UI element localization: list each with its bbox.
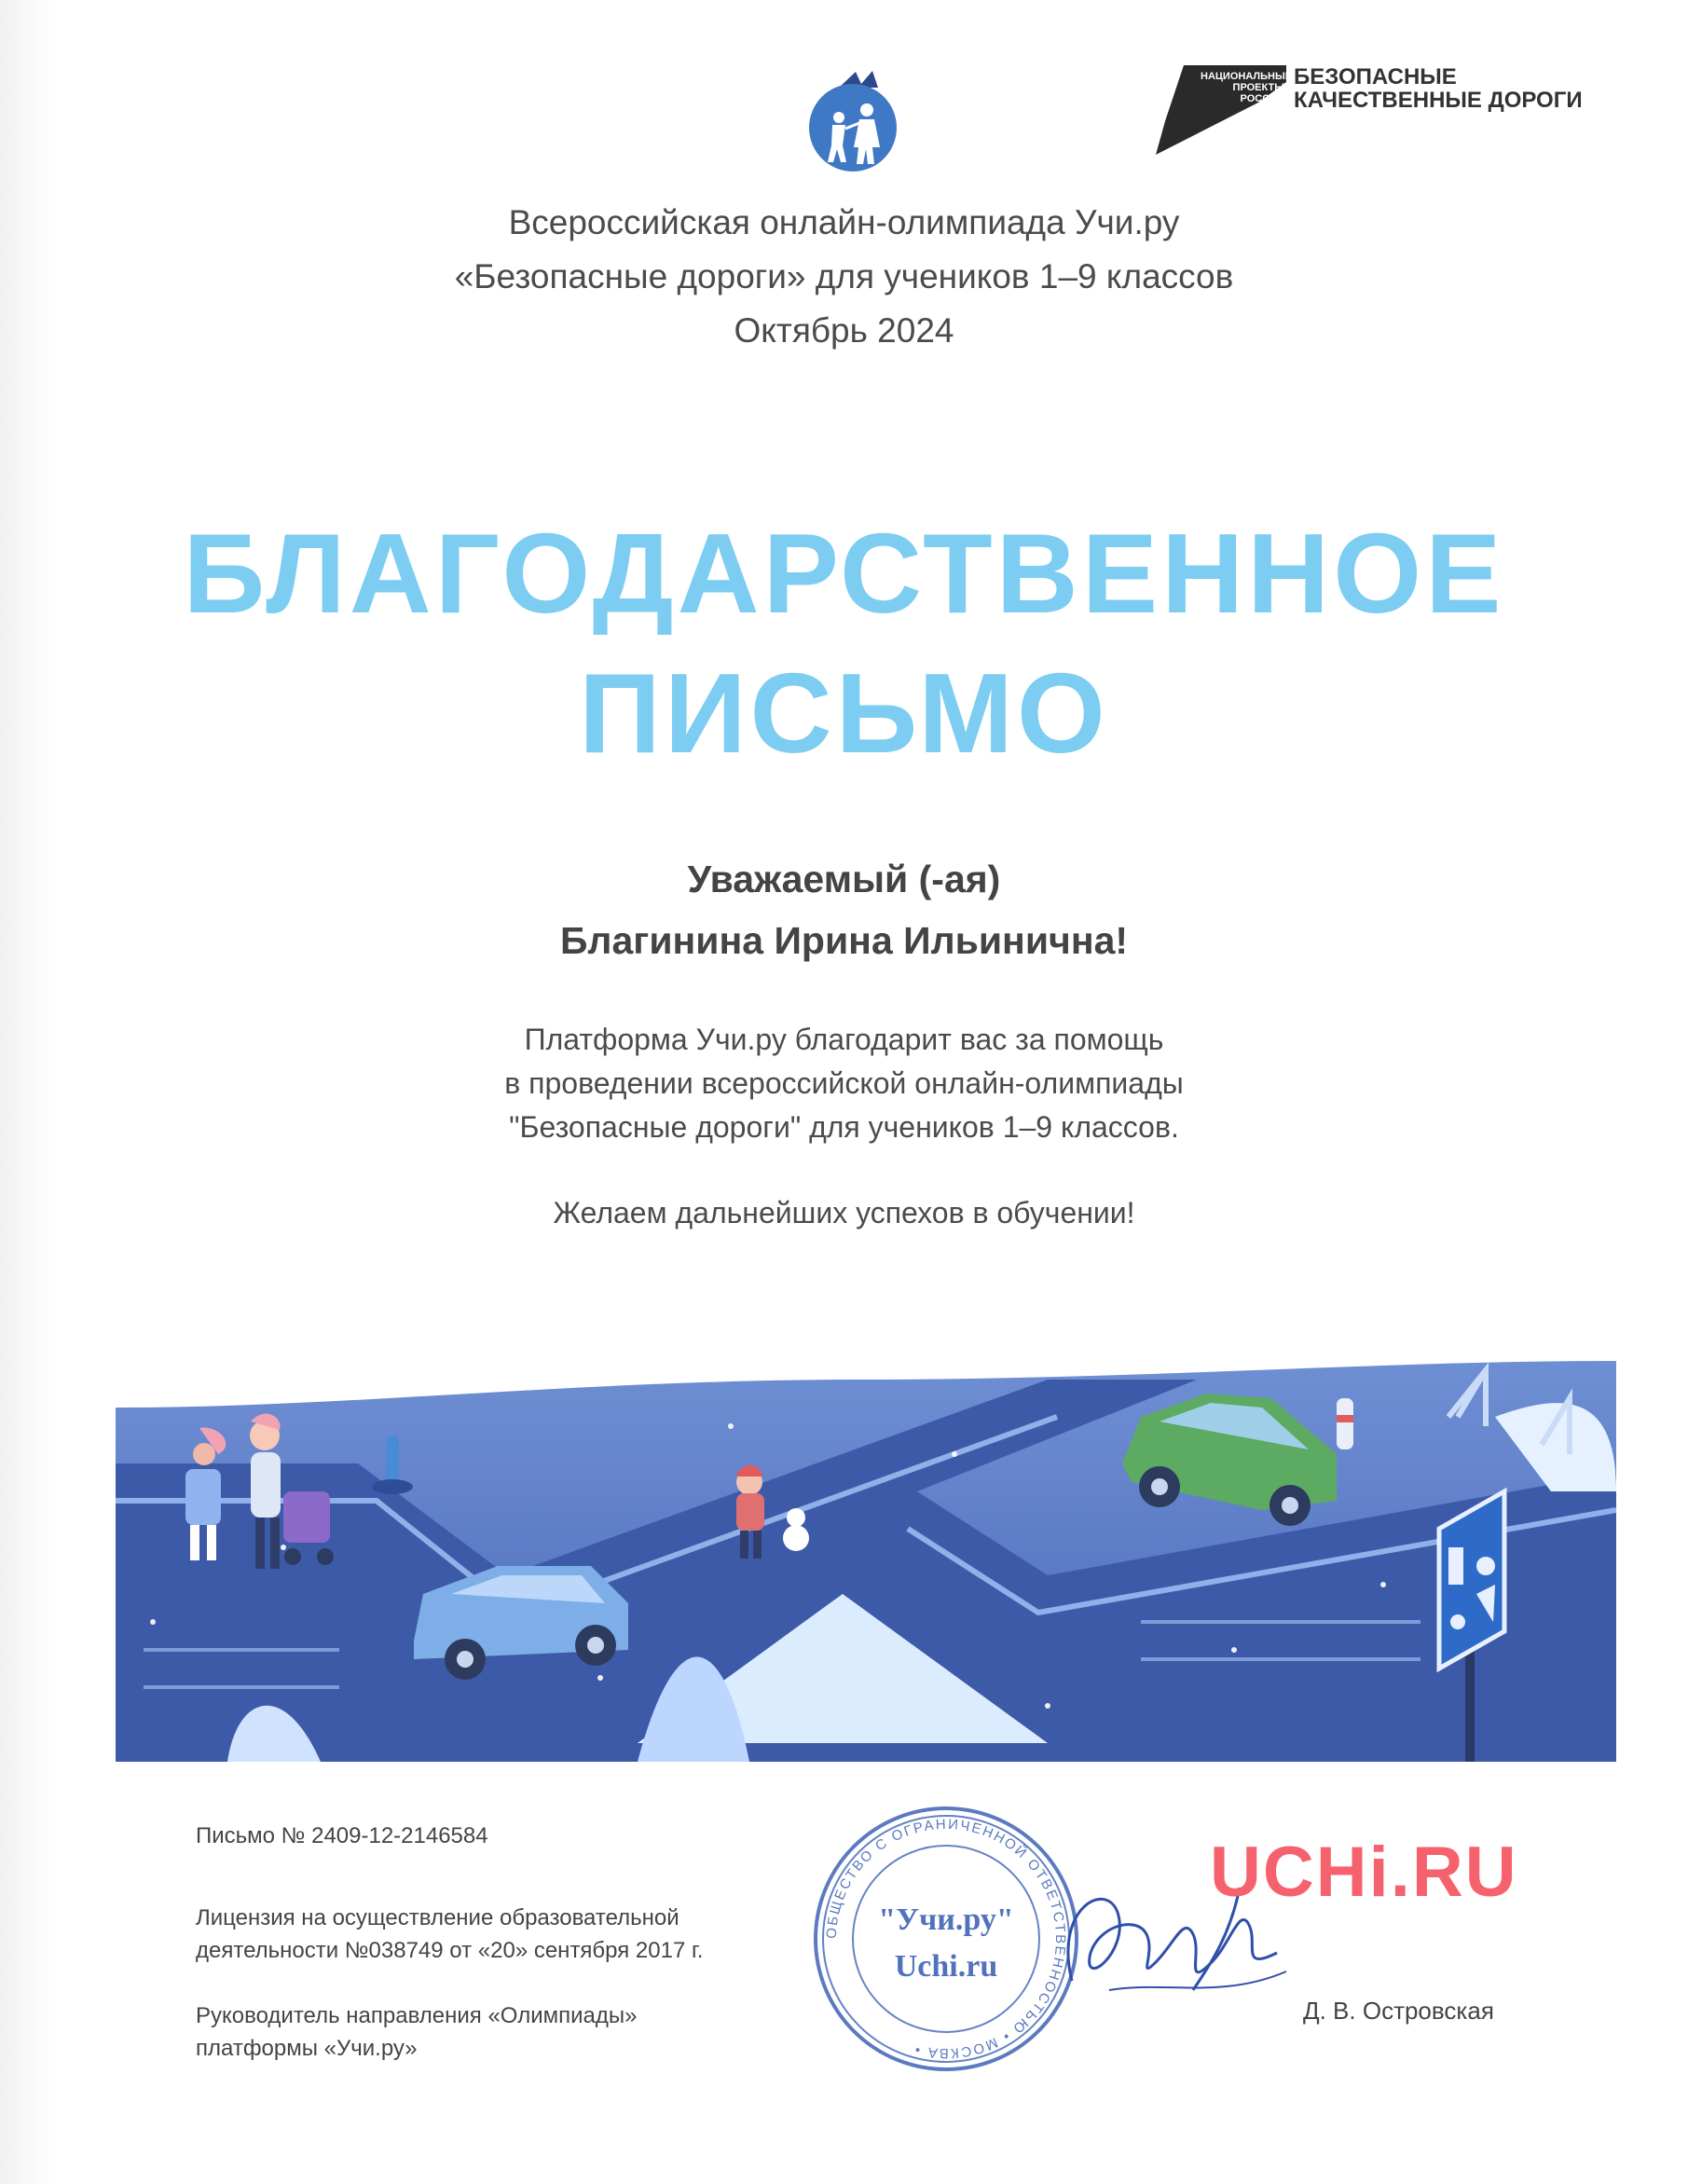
national-project-line1: БЕЗОПАСНЫЕ [1294, 64, 1457, 89]
header-line-3: Октябрь 2024 [734, 311, 954, 350]
stamp-inner-line-1: "Учи.ру" [878, 1902, 1014, 1937]
letter-number: Письмо № 2409-12-2146584 [196, 1823, 488, 1848]
organization-stamp [806, 1799, 1086, 2079]
greeting-line-1: Уважаемый (-ая) [687, 858, 1001, 900]
wish-line: Желаем дальнейших успехов в обучении! [553, 1196, 1135, 1229]
license-line-2: деятельности №038749 от «20» сентября 2017 г. [196, 1938, 704, 1963]
title-line-1: БЛАГОДАРСТВЕННОЕ [183, 510, 1505, 637]
body-line-3: "Безопасные дороги" для учеников 1–9 классов. [509, 1110, 1179, 1144]
head-line-1: Руководитель направления «Олимпиады» [196, 2003, 638, 2028]
stamp-inner-line-2: Uchi.ru [894, 1949, 998, 1984]
header-line-2: «Безопасные дороги» для учеников 1–9 классов [454, 257, 1234, 295]
stamp-ring-text: ОБЩЕСТВО С ОГРАНИЧЕННОЙ ОТВЕТСТВЕННОСТЬЮ • МОСКВА • [823, 1816, 1069, 2062]
winter-road-illustration [116, 1342, 1616, 1762]
license-line-1: Лицензия на осуществление образовательной [196, 1905, 679, 1930]
header-line-1: Всероссийская онлайн-олимпиада Учи.ру [508, 203, 1180, 241]
national-projects-badge-text: НАЦИОНАЛЬНЫЕ ПРОЕКТЫ РОССИИ [1201, 71, 1293, 104]
body-line-2: в проведении всероссийской онлайн-олимпиады [504, 1066, 1184, 1100]
national-project-line2: КАЧЕСТВЕННЫЕ ДОРОГИ [1294, 88, 1583, 113]
olympiad-logo-icon [802, 67, 904, 174]
recipient-name: Благинина Ирина Ильинична! [559, 919, 1129, 962]
title-line-2: ПИСЬМО [579, 650, 1109, 776]
signatory-name: Д. В. Островская [1303, 1997, 1494, 2025]
svg-text:ОБЩЕСТВО С ОГРАНИЧЕННОЙ ОТВЕТС [824, 1817, 1068, 2061]
head-line-2: платформы «Учи.ру» [196, 2036, 418, 2061]
body-line-1: Платформа Учи.ру благодарит вас за помощь [524, 1023, 1164, 1056]
uchi-ru-logo: UCHi.RU [1210, 1833, 1518, 1912]
